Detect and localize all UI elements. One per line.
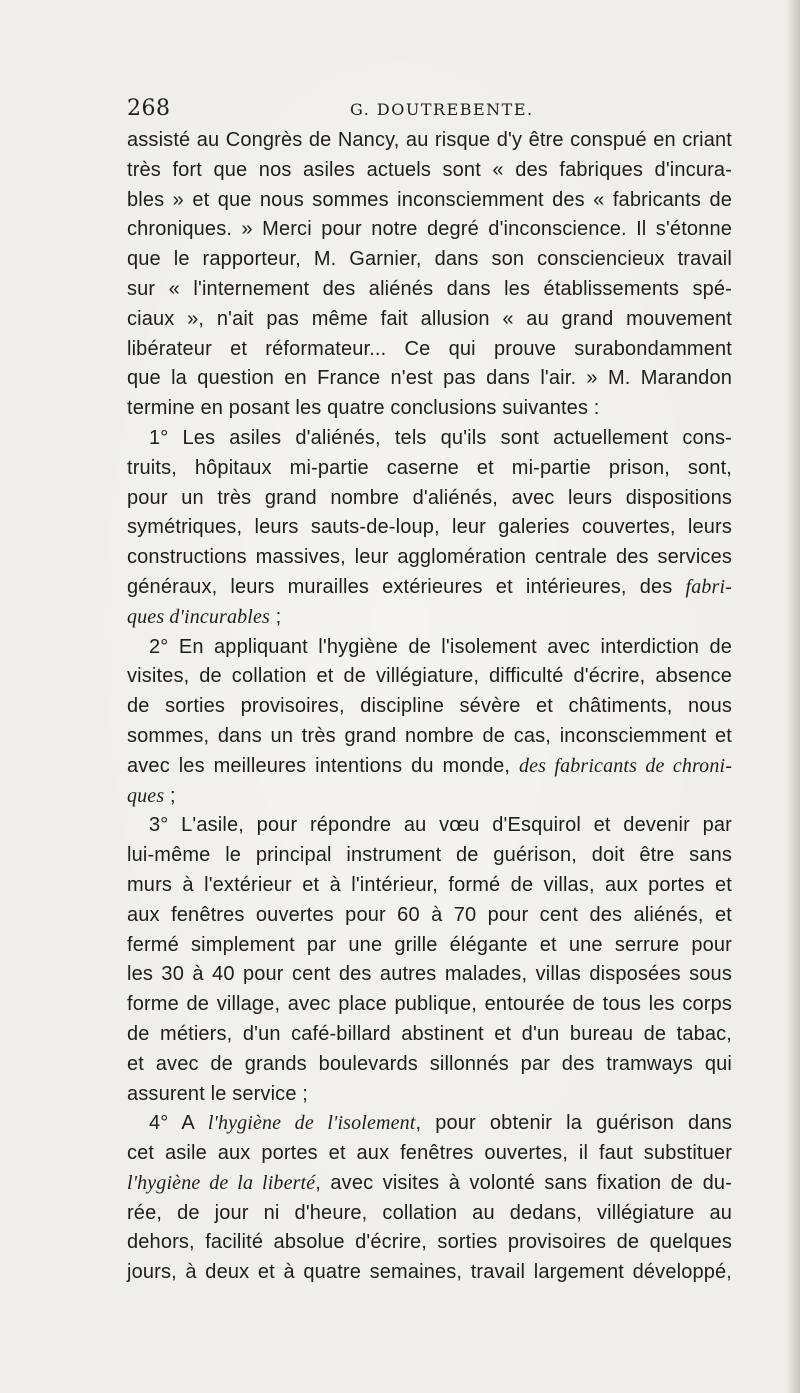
- text-line: [127, 245, 732, 275]
- text-line: [127, 871, 732, 901]
- line-text: libérateur et réformateur... Ce qui prouve surabondamment: [127, 337, 732, 360]
- line-text: lui-même le principal instrument de guérison, doit être sans: [127, 844, 732, 867]
- text-line: [127, 1258, 732, 1288]
- text-line: [127, 484, 732, 514]
- text-line: [127, 573, 732, 603]
- text-line: [127, 603, 732, 633]
- line-text: visites, de collation et de villégiature, difficulté d'écrire, absence: [127, 665, 732, 688]
- text-line: [127, 1139, 732, 1169]
- page-header: [127, 96, 732, 126]
- text-line: [127, 454, 732, 484]
- line-text: très fort que nos asiles actuels sont « des fabriques d'incura-: [127, 158, 732, 181]
- line-text: généraux, leurs murailles extérieures et intérieures, des: [127, 575, 686, 598]
- text-line: [127, 275, 732, 305]
- text-line: [127, 811, 732, 841]
- text-line: [127, 782, 732, 812]
- text-line: [127, 633, 732, 663]
- line-text: truits, hôpitaux mi-partie caserne et mi-partie prison, sont,: [127, 456, 732, 479]
- page-edge-shadow: [786, 0, 800, 1393]
- text-line: [127, 901, 732, 931]
- line-text: que la question en France n'est pas dans l'air. » M. Marandon: [127, 367, 732, 390]
- body-text: [127, 126, 732, 1288]
- text-line: [127, 335, 732, 365]
- text-line: [127, 662, 732, 692]
- line-text: , avec visites à volonté sans fixation de du-: [315, 1171, 732, 1194]
- text-line: [127, 990, 732, 1020]
- line-text: assisté au Congrès de Nancy, au risque d'y être conspué en criant: [127, 129, 732, 151]
- text-line: [127, 543, 732, 573]
- italic-text: des fabricants de chroni-: [518, 754, 732, 777]
- running-head: G. DOUTREBENTE.: [350, 100, 534, 119]
- text-line: [127, 394, 732, 424]
- text-line: [127, 931, 732, 961]
- text-line: [127, 1109, 732, 1139]
- line-text: que le rapporteur, M. Garnier, dans son consciencieux travail: [127, 248, 732, 271]
- line-text: de sorties provisoires, discipline sévère et châtiments, nous: [127, 695, 732, 718]
- italic-text: ques d'incurables: [127, 605, 270, 628]
- line-text: avec les meilleures intentions du monde,: [127, 754, 519, 777]
- line-text: chroniques. » Merci pour notre degré d'inconscience. Il s'étonne: [127, 218, 732, 241]
- italic-text: fabri-: [685, 575, 732, 598]
- text-line: [127, 1050, 732, 1080]
- text-line: [127, 1169, 732, 1199]
- line-text: forme de village, avec place publique, entourée de tous les corps: [127, 993, 732, 1016]
- line-text: termine en posant les quatre conclusions suivantes :: [127, 397, 600, 420]
- line-text: dehors, facilité absolue d'écrire, sorties provisoires de quelques: [127, 1231, 732, 1254]
- italic-text: l'hygiène de l'isolement: [207, 1112, 416, 1135]
- text-line: [127, 841, 732, 871]
- page-number: 268: [127, 96, 171, 121]
- line-text: cet asile aux portes et aux fenêtres ouvertes, il faut substituer: [127, 1142, 732, 1165]
- line-text: , pour obtenir la guérison dans: [415, 1112, 733, 1135]
- line-text: 4° A: [149, 1112, 208, 1135]
- line-text: ;: [269, 605, 282, 628]
- text-line: [127, 752, 732, 782]
- line-text: les 30 à 40 pour cent des autres malades, villas disposées sous: [127, 963, 732, 986]
- text-line: [127, 722, 732, 752]
- line-text: constructions massives, leur agglomération centrale des services: [127, 546, 732, 569]
- text-line: [127, 215, 732, 245]
- text-line: [127, 513, 732, 543]
- italic-text: ques: [127, 784, 165, 807]
- line-text: 3° L'asile, pour répondre au vœu d'Esquirol et devenir par: [149, 814, 732, 837]
- line-text: murs à l'extérieur et à l'intérieur, formé de villas, aux portes et: [127, 873, 732, 896]
- text-line: [127, 305, 732, 335]
- line-text: et avec de grands boulevards sillonnés par des tramways qui: [127, 1052, 732, 1075]
- line-text: jours, à deux et à quatre semaines, travail largement développé,: [127, 1261, 732, 1284]
- line-text: fermé simplement par une grille élégante et une serrure pour: [127, 933, 732, 956]
- text-line: [127, 1020, 732, 1050]
- text-line: [127, 1199, 732, 1229]
- italic-text: l'hygiène de la liberté: [127, 1171, 316, 1194]
- text-line: [127, 1228, 732, 1258]
- line-text: pour un très grand nombre d'aliénés, avec leurs dispositions: [127, 486, 732, 509]
- line-text: bles » et que nous sommes inconsciemment des « fabricants de: [127, 188, 732, 211]
- text-line: [127, 692, 732, 722]
- line-text: 2° En appliquant l'hygiène de l'isolement avec interdiction de: [149, 635, 732, 658]
- text-line: [127, 424, 732, 454]
- line-text: de métiers, d'un café-billard abstinent et d'un bureau de tabac,: [127, 1022, 732, 1045]
- text-line: [127, 960, 732, 990]
- line-text: 1° Les asiles d'aliénés, tels qu'ils sont actuellement cons-: [149, 426, 732, 449]
- text-line: [127, 1080, 732, 1110]
- line-text: ;: [164, 784, 176, 807]
- line-text: sur « l'internement des aliénés dans les établissements spé-: [127, 277, 732, 300]
- line-text: rée, de jour ni d'heure, collation au dedans, villégiature au: [127, 1201, 732, 1224]
- text-line: [127, 156, 732, 186]
- line-text: symétriques, leurs sauts-de-loup, leur galeries couvertes, leurs: [127, 516, 732, 539]
- text-line: [127, 126, 732, 156]
- line-text: ciaux », n'ait pas même fait allusion « au grand mouvement: [127, 307, 732, 330]
- line-text: assurent le service ;: [127, 1082, 309, 1105]
- text-line: [127, 364, 732, 394]
- text-line: [127, 186, 732, 216]
- line-text: sommes, dans un très grand nombre de cas, inconsciemment et: [127, 724, 732, 747]
- line-text: aux fenêtres ouvertes pour 60 à 70 pour cent des aliénés, et: [127, 903, 732, 926]
